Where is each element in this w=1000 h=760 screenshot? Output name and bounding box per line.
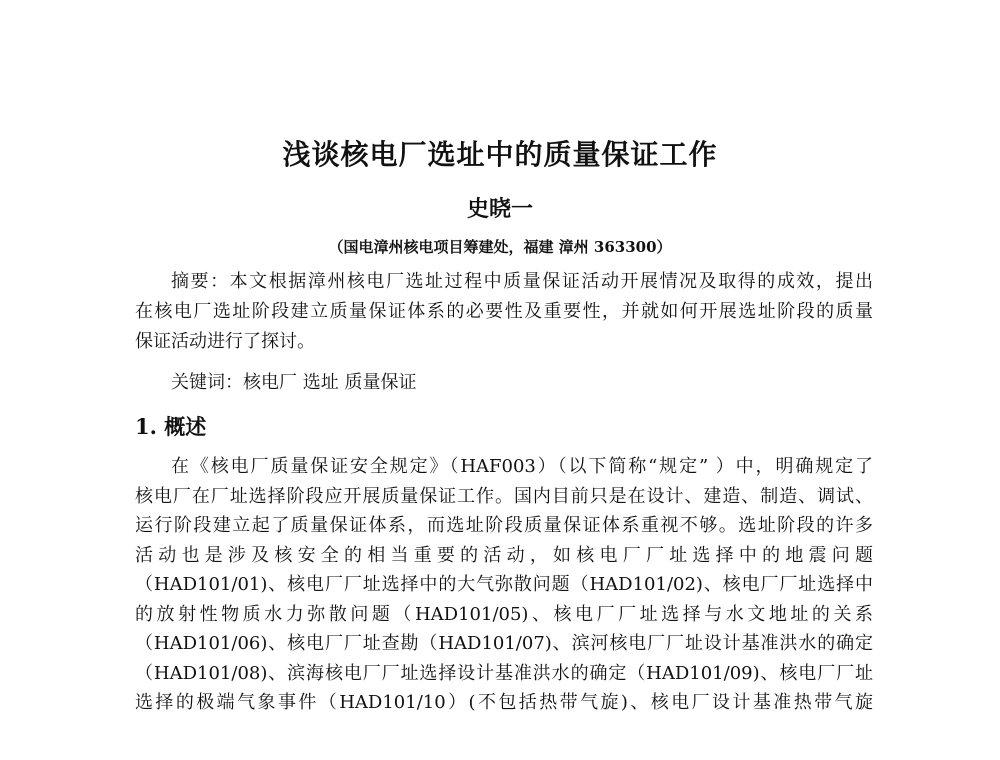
body-line: （HAD101/08)、滨海核电厂厂址选择设计基准洪水的确定（HAD101/09)、核电厂厂址 <box>135 662 873 684</box>
body-line: （HAD101/06)、核电厂厂址查勘（HAD101/07)、滨河核电厂厂址设计基准洪水的确定 <box>135 633 873 654</box>
body-line: 的放射性物质水力弥散问题（HAD101/05)、核电厂厂址选择与水文地址的关系 <box>135 603 873 625</box>
body-line: 活动也是涉及核安全的相当重要的活动，如核电厂厂址选择中的地震问题 <box>135 544 873 566</box>
author-affiliation: （国电漳州核电项目筹建处，福建 漳州 363300） <box>328 238 672 256</box>
abstract <box>135 267 873 357</box>
abstract-line: 保证活动进行了探讨。 <box>135 331 315 352</box>
paper-title: 浅谈核电厂选址中的质量保证工作 <box>282 138 718 171</box>
section-body <box>135 452 873 718</box>
author-name: 史晓一 <box>466 196 533 222</box>
abstract-line: 摘要：本文根据漳州核电厂选址过程中质量保证活动开展情况及取得的成效，提出 <box>171 271 873 292</box>
body-line: （HAD101/01)、核电厂厂址选择中的大气弥散问题（HAD101/02)、核电厂厂址选择中 <box>135 574 873 595</box>
keywords: 关键词：核电厂 选址 质量保证 <box>171 372 417 393</box>
abstract-line: 在核电厂选址阶段建立质量保证体系的必要性及重要性，并就如何开展选址阶段的质量 <box>135 301 873 322</box>
body-line: 选择的极端气象事件（HAD101/10）(不包括热带气旋)、核电厂设计基准热带气旋 <box>135 692 873 713</box>
body-line: 在《核电厂质量保证安全规定》（HAF003）（以下简称“规定” ）中，明确规定了 <box>171 456 873 477</box>
body-line: 运行阶段建立起了质量保证体系，而选址阶段质量保证体系重视不够。选址阶段的许多 <box>135 515 873 536</box>
body-line: 核电厂在厂址选择阶段应开展质量保证工作。国内目前只是在设计、建造、制造、调试、 <box>135 485 873 507</box>
section-heading: 1. 概述 <box>135 414 207 439</box>
